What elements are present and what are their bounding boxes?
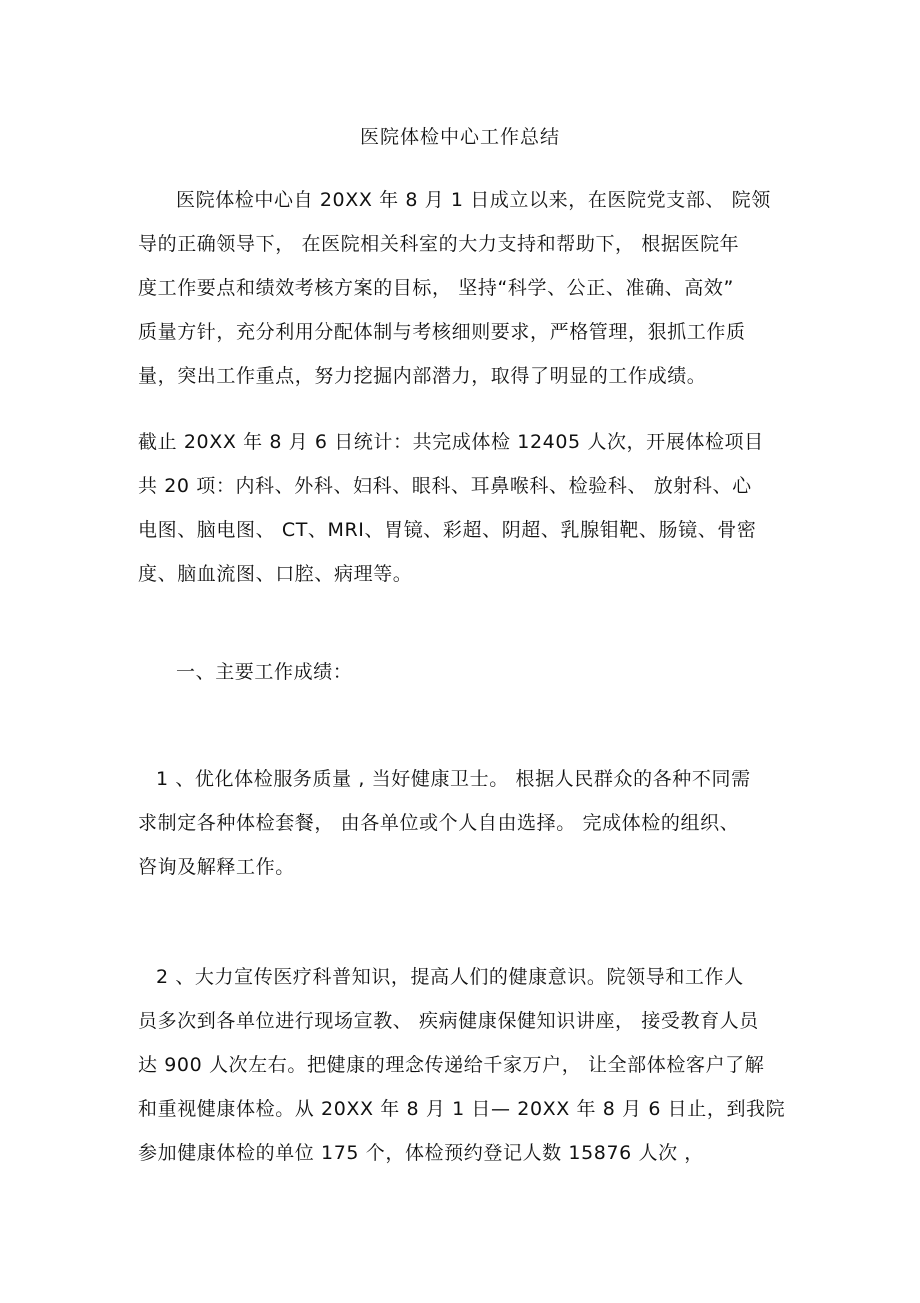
section-heading: 一、主要工作成绩： [176, 661, 353, 683]
document-title: 医院体检中心工作总结 [359, 126, 560, 148]
item-2-line: 和重视健康体检。从 20XX 年 8 月 1 日— 20XX 年 8 月 6 日止，到我院 [138, 1098, 786, 1120]
section-heading-block [138, 650, 783, 694]
intro-paragraph [138, 178, 783, 398]
item-1-line: 咨询及解释工作。 [138, 856, 295, 878]
statistics-line: 度、脑血流图、口腔、病理等。 [138, 563, 413, 585]
item-2-line: 达 900 人次左右。把健康的理念传递给千家万户， 让全部体检客户了解 [138, 1054, 765, 1076]
item-1-line: 求制定各种体检套餐， 由各单位或个人自由选择。 完成体检的组织、 [138, 812, 740, 834]
item-1-line: 1 、优化体检服务质量 , 当好健康卫士。 根据人民群众的各种不同需 [156, 768, 751, 790]
intro-line: 量，突出工作重点，努力挖掘内部潜力，取得了明显的工作成绩。 [138, 365, 707, 387]
intro-line: 度工作要点和绩效考核方案的目标， 坚持“科学、公正、准确、高效” [138, 277, 734, 299]
statistics-paragraph [138, 420, 783, 596]
statistics-line: 共 20 项：内科、外科、妇科、眼科、耳鼻喉科、检验科、 放射科、心 [138, 475, 752, 497]
intro-line: 质量方针，充分利用分配体制与考核细则要求，严格管理，狠抓工作质 [138, 321, 746, 343]
item-2-line: 参加健康体检的单位 175 个，体检预约登记人数 15876 人次 ， [138, 1142, 704, 1164]
statistics-line: 电图、脑电图、 CT、MRI、胃镜、彩超、阴超、乳腺钼靶、肠镜、骨密 [138, 519, 757, 541]
item-2-line: 员多次到各单位进行现场宣教、 疾病健康保健知识讲座， 接受教育人员 [138, 1010, 759, 1032]
intro-line: 医院体检中心自 20XX 年 8 月 1 日成立以来，在医院党支部、 院领 [176, 189, 771, 211]
intro-line: 导的正确领导下， 在医院相关科室的大力支持和帮助下， 根据医院年 [138, 233, 740, 255]
item-2-paragraph [138, 955, 786, 1175]
statistics-line: 截止 20XX 年 8 月 6 日统计：共完成体检 12405 人次，开展体检项目 [138, 431, 764, 453]
item-1-paragraph [138, 757, 783, 889]
item-2-line: 2 、大力宣传医疗科普知识，提高人们的健康意识。院领导和工作人 [156, 966, 744, 988]
